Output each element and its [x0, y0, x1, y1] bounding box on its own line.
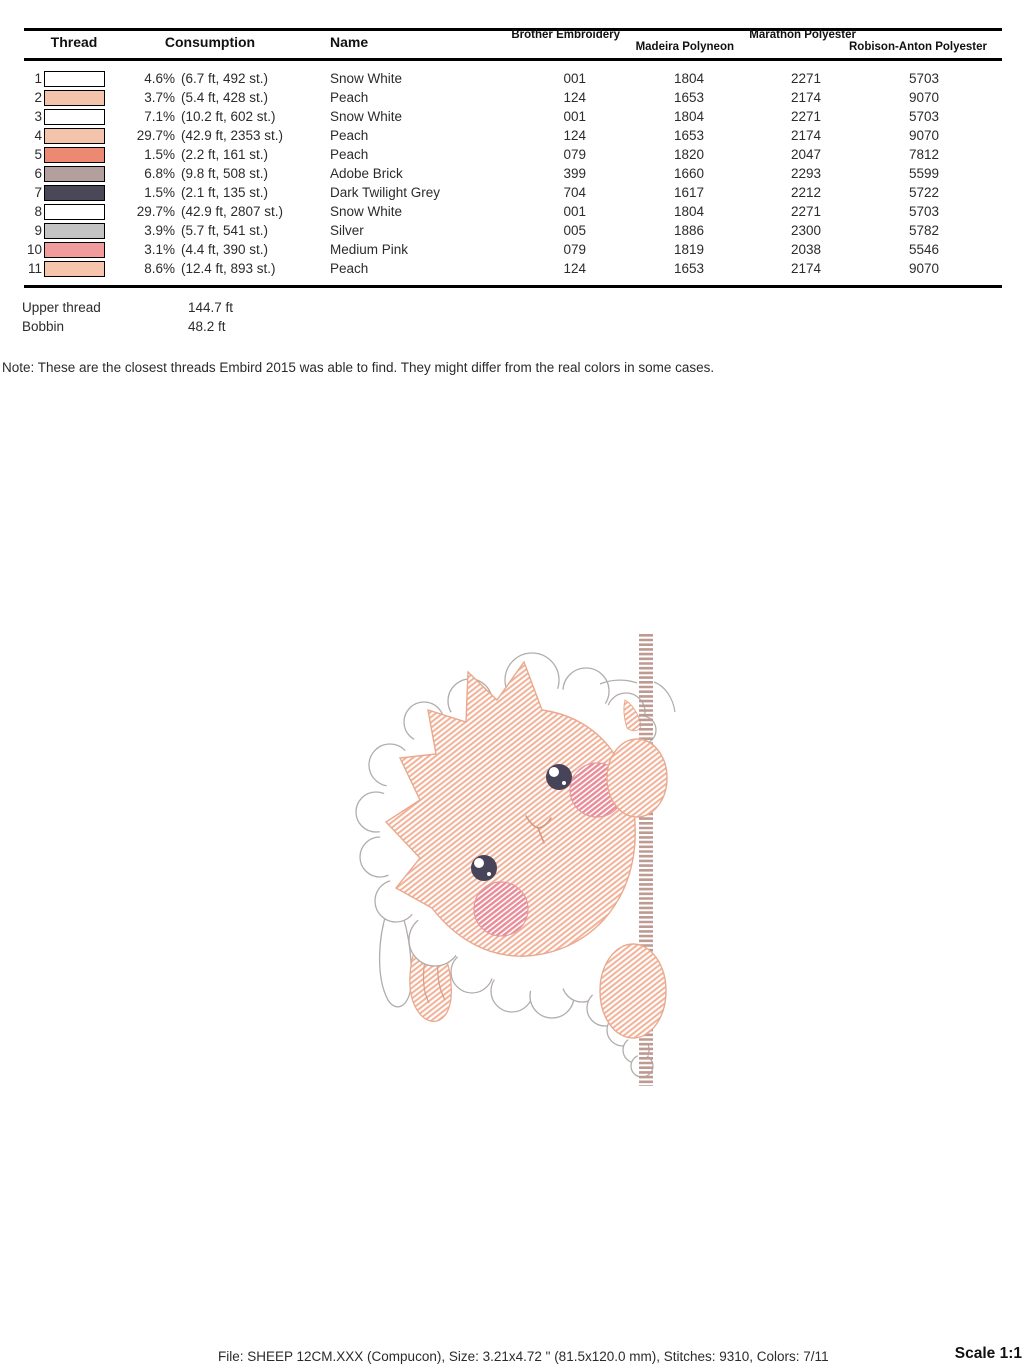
code-robison-anton: 5599: [908, 166, 939, 181]
code-robison-anton: 9070: [908, 128, 939, 143]
table-bottom-rule: [24, 285, 1002, 288]
thread-name: Silver: [330, 223, 364, 238]
thread-table-row: [24, 127, 1002, 146]
code-marathon: 2271: [790, 71, 821, 86]
code-marathon: 2047: [790, 147, 821, 162]
table-header-rule: [24, 58, 1002, 61]
code-robison-anton: 5703: [908, 109, 939, 124]
consumption-detail: (12.4 ft, 893 st.): [181, 261, 276, 276]
consumption-percent: 1.5%: [144, 147, 175, 162]
consumption-detail: (42.9 ft, 2353 st.): [181, 128, 284, 143]
code-madeira: 1653: [673, 128, 704, 143]
consumption-percent: 6.8%: [144, 166, 175, 181]
code-marathon: 2212: [790, 185, 821, 200]
scale-label: Scale 1:1: [954, 1345, 1022, 1362]
thread-color-swatch: [44, 261, 105, 277]
code-robison-anton: 9070: [908, 261, 939, 276]
thread-table-row: [24, 184, 1002, 203]
thread-table-row: [24, 89, 1002, 108]
consumption-percent: 3.1%: [144, 242, 175, 257]
thread-color-swatch: [44, 223, 105, 239]
code-marathon: 2174: [790, 90, 821, 105]
code-brother: 079: [563, 242, 586, 257]
code-madeira: 1819: [673, 242, 704, 257]
thread-table-row: [24, 203, 1002, 222]
code-marathon: 2174: [790, 261, 821, 276]
thread-number: 8: [34, 204, 42, 219]
code-brother: 124: [563, 261, 586, 276]
code-madeira: 1804: [673, 109, 704, 124]
bobbin-value: 48.2 ft: [188, 319, 226, 334]
thread-color-swatch: [44, 71, 105, 87]
bobbin-label: Bobbin: [22, 319, 65, 334]
code-brother: 704: [563, 185, 586, 200]
code-madeira: 1804: [673, 204, 704, 219]
consumption-percent: 7.1%: [144, 109, 175, 124]
code-madeira: 1653: [673, 90, 704, 105]
code-madeira: 1804: [673, 71, 704, 86]
code-robison-anton: 5546: [908, 242, 939, 257]
header-robison-anton-polyester: Robison-Anton Polyester: [848, 41, 987, 53]
header-madeira-polyneon: Madeira Polyneon: [635, 41, 734, 53]
thread-name: Peach: [330, 261, 369, 276]
thread-number: 6: [34, 166, 42, 181]
thread-name: Medium Pink: [330, 242, 409, 257]
thread-color-swatch: [44, 147, 105, 163]
consumption-percent: 3.9%: [144, 223, 175, 238]
code-robison-anton: 7812: [908, 147, 939, 162]
code-madeira: 1617: [673, 185, 704, 200]
thread-name: Adobe Brick: [330, 166, 403, 181]
embroidery-preview: [320, 600, 740, 1120]
code-robison-anton: 5703: [908, 71, 939, 86]
code-brother: 399: [563, 166, 586, 181]
code-brother: 001: [563, 71, 586, 86]
code-marathon: 2293: [790, 166, 821, 181]
note-text: Note: These are the closest threads Embird 2015 was able to find. They might differ from the real colors in some cases.: [2, 360, 715, 375]
code-madeira: 1660: [673, 166, 704, 181]
code-marathon: 2174: [790, 128, 821, 143]
consumption-detail: (6.7 ft, 492 st.): [181, 71, 269, 86]
code-brother: 124: [563, 90, 586, 105]
code-marathon: 2300: [790, 223, 821, 238]
consumption-percent: 4.6%: [144, 71, 175, 86]
code-brother: 001: [563, 204, 586, 219]
code-brother: 001: [563, 109, 586, 124]
consumption-percent: 8.6%: [144, 261, 175, 276]
thread-name: Snow White: [330, 109, 403, 124]
code-robison-anton: 9070: [908, 90, 939, 105]
code-marathon: 2271: [790, 109, 821, 124]
header-brother-embroidery: Brother Embroidery: [511, 29, 620, 41]
code-brother: 124: [563, 128, 586, 143]
thread-color-swatch: [44, 109, 105, 125]
thread-name: Peach: [330, 90, 369, 105]
thread-table-row: [24, 165, 1002, 184]
thread-color-swatch: [44, 185, 105, 201]
code-robison-anton: 5722: [908, 185, 939, 200]
consumption-detail: (2.1 ft, 135 st.): [181, 185, 269, 200]
consumption-detail: (4.4 ft, 390 st.): [181, 242, 269, 257]
thread-number: 10: [26, 242, 42, 257]
consumption-percent: 29.7%: [136, 204, 175, 219]
thread-name: Snow White: [330, 71, 403, 86]
sheep-left-eye: [471, 855, 497, 881]
code-brother: 005: [563, 223, 586, 238]
thread-number: 11: [27, 261, 42, 276]
code-madeira: 1820: [673, 147, 704, 162]
code-robison-anton: 5703: [908, 204, 939, 219]
header-thread: Thread: [50, 34, 98, 50]
code-marathon: 2271: [790, 204, 821, 219]
thread-color-swatch: [44, 90, 105, 106]
thread-color-swatch: [44, 242, 105, 258]
consumption-detail: (5.4 ft, 428 st.): [181, 90, 269, 105]
code-madeira: 1886: [673, 223, 704, 238]
consumption-detail: (2.2 ft, 161 st.): [181, 147, 269, 162]
thread-number: 5: [34, 147, 42, 162]
consumption-detail: (10.2 ft, 602 st.): [181, 109, 276, 124]
sheep-hoof: [600, 944, 666, 1038]
consumption-detail: (5.7 ft, 541 st.): [181, 223, 269, 238]
consumption-detail: (42.9 ft, 2807 st.): [181, 204, 284, 219]
thread-number: 7: [34, 185, 42, 200]
upper-thread-value: 144.7 ft: [188, 300, 234, 315]
file-info: File: SHEEP 12CM.XXX (Compucon), Size: 3.21x4.72 " (81.5x120.0 mm), Stitches: 9310, Colors: 7/11: [218, 1349, 829, 1364]
thread-number: 2: [34, 90, 42, 105]
header-name: Name: [330, 34, 369, 50]
thread-table-row: [24, 146, 1002, 165]
thread-name: Dark Twilight Grey: [330, 185, 441, 200]
thread-table-row: [24, 260, 1002, 279]
consumption-percent: 29.7%: [136, 128, 175, 143]
code-brother: 079: [563, 147, 586, 162]
code-marathon: 2038: [790, 242, 821, 257]
thread-color-swatch: [44, 166, 105, 182]
thread-number: 1: [34, 71, 42, 86]
consumption-detail: (9.8 ft, 508 st.): [181, 166, 269, 181]
thread-table-row: [24, 222, 1002, 241]
thread-rows: [24, 70, 1002, 279]
thread-number: 3: [34, 109, 42, 124]
thread-table-row: [24, 70, 1002, 89]
header-marathon-polyester: Marathon Polyester: [749, 29, 856, 41]
thread-table-row: [24, 108, 1002, 127]
thread-name: Peach: [330, 128, 369, 143]
sheep-cheek: [474, 882, 528, 936]
thread-table-row: [24, 241, 1002, 260]
code-madeira: 1653: [673, 261, 704, 276]
thread-name: Peach: [330, 147, 369, 162]
sheep-right-eye: [546, 764, 572, 790]
sheep-right-ear: [607, 739, 667, 817]
upper-thread-label: Upper thread: [22, 300, 101, 315]
consumption-percent: 3.7%: [144, 90, 175, 105]
thread-name: Snow White: [330, 204, 403, 219]
thread-number: 4: [34, 128, 42, 143]
thread-color-swatch: [44, 128, 105, 144]
thread-color-swatch: [44, 204, 105, 220]
header-consumption: Consumption: [164, 34, 256, 50]
consumption-percent: 1.5%: [144, 185, 175, 200]
wool-outline-right-of-line: [654, 682, 675, 712]
code-robison-anton: 5782: [908, 223, 939, 238]
thread-number: 9: [34, 223, 42, 238]
